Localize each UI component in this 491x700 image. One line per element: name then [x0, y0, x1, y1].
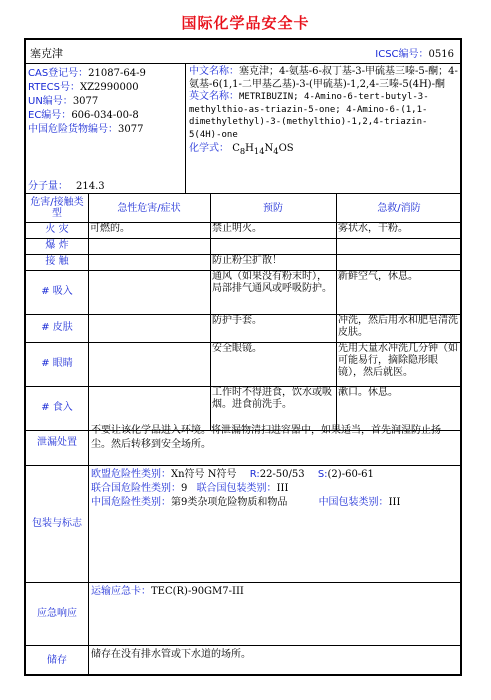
- table-row-1-hazard: [88, 238, 210, 254]
- ec-value: 606-034-00-8: [71, 110, 139, 121]
- table-row-3-aid: 新鲜空气，休息。: [338, 271, 418, 282]
- en-name: METRIBUZIN; 4-Amino-6-tert-butyl-3-methylthio-as-triazin-5-one; 4-Amino-6-(1,1-dimethylethyl)-3-(methylthio)-1,2,4-triazin-5(4H)-one: [189, 92, 429, 140]
- cn-class-label: 中国危险性类别：: [91, 497, 171, 508]
- identity-names: [186, 65, 462, 193]
- rtecs-label: RTECS号：: [28, 82, 80, 93]
- card-header: [26, 40, 460, 64]
- r-value: 22-50/53: [259, 469, 305, 480]
- s-value: (2)-60-61: [327, 469, 374, 480]
- eu-class-value: Xn符号 N符号: [171, 469, 237, 480]
- table-row-1-aid: [336, 238, 462, 254]
- formula-c-count: 8: [239, 146, 246, 156]
- en-name-label: 英文名称：: [189, 91, 239, 102]
- table-row-2-prevent: 防止粉尘扩散！: [212, 255, 282, 266]
- safety-card: [24, 38, 462, 676]
- table-row-4-prevent: 防护手套。: [212, 315, 262, 326]
- s-label: S:: [317, 469, 328, 480]
- mw-value: 214.3: [76, 181, 105, 192]
- un-value: 3077: [72, 96, 99, 107]
- table-row-1-prevent: [210, 238, 336, 254]
- r-label: R:: [249, 469, 260, 480]
- un-label: UN编号：: [28, 96, 73, 107]
- table-row-0-type: 火 灾: [45, 224, 69, 235]
- table-row-2-aid: [336, 254, 462, 270]
- table-row-5-aid: 先用大量水冲洗几分钟（如可能易行，摘除隐形眼镜），然后就医。: [338, 343, 458, 378]
- eu-class-label: 欧盟危险性类别：: [91, 469, 171, 480]
- table-row-1-type: 爆 炸: [45, 240, 69, 251]
- cas-value: 21087-64-9: [88, 68, 146, 79]
- emergency-label: 应急响应: [37, 608, 77, 619]
- substance-name: 塞克津: [30, 47, 63, 60]
- cas-label: CAS登记号：: [28, 68, 89, 79]
- packaging-text: [88, 466, 462, 582]
- cn-pack-label: 中国包装类别：: [318, 497, 389, 508]
- card-title: 国际化学品安全卡: [181, 14, 310, 32]
- transport-card-value: TEC(R)-90GM7-III: [151, 586, 244, 597]
- table-row-3-prevent: 通风（如果没有粉末时），局部排气通风或呼吸防护。: [212, 271, 332, 294]
- ec-label: EC编号：: [28, 110, 72, 121]
- table-row-0-prevent: 禁止明火。: [212, 223, 262, 234]
- formula: [189, 143, 459, 158]
- table-row-6-aid: 漱口。休息。: [338, 387, 398, 398]
- table-row-3-hazard: [88, 270, 210, 314]
- table-header-1: 急性危害/症状: [117, 202, 181, 214]
- identity-codes: [26, 64, 186, 192]
- table-row-4-aid: 冲洗，然后用水和肥皂清洗皮肤。: [338, 315, 458, 338]
- rtecs-value: XZ2990000: [79, 82, 139, 93]
- table-row-4-hazard: [88, 314, 210, 342]
- table-row-3-type: # 吸入: [41, 286, 73, 297]
- un-pack-label: 联合国包装类别：: [196, 483, 277, 494]
- zh-name: 塞克津；4-氨基-6-叔丁基-3-甲硫基三嗪-5-酮；4-氨基-6(1,1-二甲基乙基)-3-(甲硫基)-1,2,4-三嗪-5(4H)-酮: [189, 66, 458, 90]
- transport-card-label: 运输应急卡：: [91, 586, 151, 597]
- molecular-weight: [28, 180, 105, 194]
- spill-label: 泄漏处置: [37, 437, 77, 448]
- mw-label: 分子量：: [28, 181, 68, 192]
- table-row-2-type: 接 触: [45, 256, 69, 267]
- table-row-0-aid: 雾状水，干粉。: [338, 223, 408, 234]
- storage-text: 储存在没有排水管或下水道的场所。: [91, 649, 251, 660]
- table-header-0: 危害/接触类型: [30, 197, 84, 219]
- un-pack-value: III: [276, 483, 289, 494]
- table-row-0-hazard: 可燃的。: [90, 223, 130, 234]
- table-row-6-prevent: 工作时不得进食，饮水或吸烟。进食前洗手。: [212, 387, 332, 410]
- cn-value: 3077: [118, 124, 144, 135]
- formula-n-count: 4: [273, 146, 279, 156]
- zh-name-label: 中文名称：: [189, 66, 239, 77]
- table-row-5-prevent: 安全眼镜。: [212, 343, 262, 354]
- formula-h: H: [245, 143, 254, 154]
- emergency-text: [88, 583, 462, 645]
- formula-c: C: [232, 143, 240, 154]
- spill-text: 不要让该化学品进入环境。将泄漏物清扫进容器中，如果适当，首先润湿防止扬尘。然后转移到安全场所。: [91, 425, 441, 450]
- formula-n: N: [264, 143, 274, 154]
- packaging-label: 包装与标志: [32, 518, 82, 529]
- table-row-5-hazard: [88, 342, 210, 386]
- formula-os: OS: [278, 143, 294, 154]
- icsc-value: 0516: [428, 49, 454, 60]
- table-row-6-type: # 食入: [41, 402, 73, 413]
- un-class-value: 9: [181, 483, 188, 494]
- formula-label: 化学式：: [189, 143, 229, 154]
- table-row-2-hazard: [88, 254, 210, 270]
- table-header-2: 预防: [263, 202, 283, 214]
- icsc-label: ICSC编号：: [375, 49, 429, 60]
- table-row-5-type: # 眼睛: [41, 358, 73, 369]
- table-header-3: 急救/消防: [377, 202, 421, 214]
- formula-h-count: 14: [253, 146, 265, 156]
- cn-class-value: 第9类杂项危险物质和物品: [171, 497, 288, 508]
- cn-label: 中国危险货物编号：: [28, 124, 118, 135]
- storage-label: 储存: [47, 655, 67, 666]
- cn-pack-value: III: [388, 497, 401, 508]
- icsc-number: [375, 45, 454, 60]
- table-row-4-type: # 皮肤: [41, 322, 73, 333]
- un-class-label: 联合国危险性类别：: [91, 483, 181, 494]
